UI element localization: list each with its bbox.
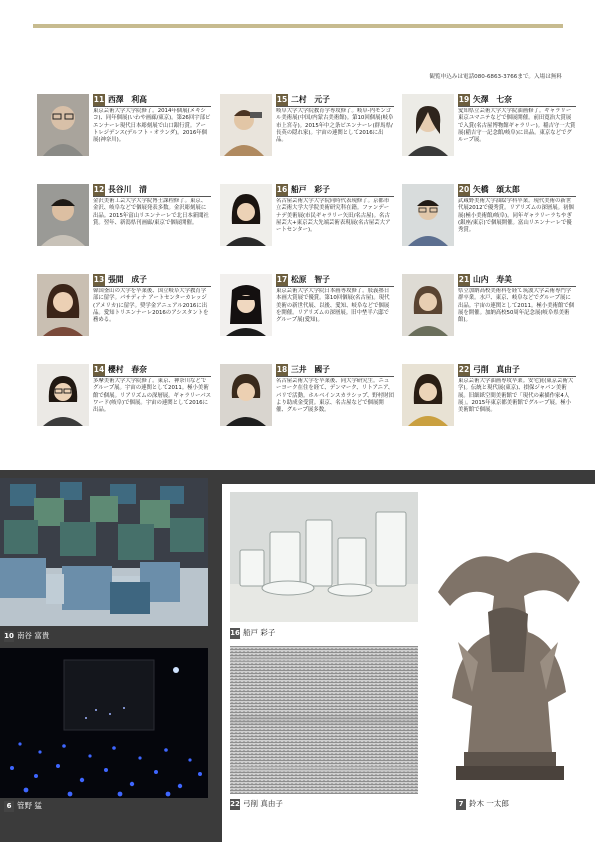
- artist-name-bar: [93, 94, 211, 107]
- artist-photo: [37, 274, 89, 336]
- artist-bio: 東京芸術大学大学院修了。2014年個展(メキシコ)、同年個展(いわや画廊/東京)。第26回宇部ビエンナーレ現代日本彫刻展で山口銀行賞。アートレジデンス(デルフト・オランダ)。2016年個展(神奈川)。: [93, 108, 211, 144]
- artist-photo: [220, 364, 272, 426]
- artist-bio: 県立加納高校美術科を経て筑波大学芸術専門学群卒業。水戸、東京、岐阜などでグループ展に出品。宇宙の連関として2011。極小美術館で個展を開催。加納高校50周年記念展(岐阜県美術館)。: [458, 288, 575, 324]
- artist-name-bar: [276, 94, 394, 107]
- artist-photo: [37, 184, 89, 246]
- artist-name: 二村 元子: [291, 95, 330, 104]
- artist-card: [402, 184, 578, 264]
- artwork-caption: 6 管野 猛: [4, 800, 42, 812]
- artwork-glass-photo: [230, 492, 418, 622]
- artist-name: 弓削 真由子: [473, 365, 520, 374]
- artist-number: 17: [276, 275, 288, 284]
- artist-name: 船戸 彩子: [291, 185, 330, 194]
- artist-name-bar: [458, 364, 576, 377]
- artist-photo: [37, 94, 89, 156]
- artist-number: 12: [93, 185, 105, 194]
- artist-name: 山内 寿美: [473, 275, 512, 284]
- artwork-caption: 22 弓削 真由子: [230, 799, 283, 808]
- artist-bio: 韓国釜山の大学を卒業後、国立岐阜大学教育学部に留学。パサディナ アートセンターカレッジ(アメリカ)に留学。奨学金アニュアル2016に出品。愛知トリエンナーレ2016のアシスタントを務める。: [93, 288, 209, 324]
- admission-note: 観覧申込みは電話080-6863-3766まで。入場は無料: [429, 74, 562, 80]
- artist-bio: 多摩美術大学大学院修了。東京、神奈川などでグループ展。宇宙の連関として2011。極小美術館で個展。リアリズムの深層展。ギャラリーパスワード(岐阜)で個展。宇宙の連関として2016に出品。: [93, 378, 211, 414]
- artist-card: [402, 274, 578, 354]
- artist-card: [402, 94, 578, 174]
- artist-number: 14: [93, 365, 105, 374]
- artwork-sculpture-photo: [428, 522, 590, 794]
- artist-name: 三井 國子: [291, 365, 330, 374]
- artist-card: [37, 274, 213, 354]
- artist-bio: 名古屋芸術大学大学院同時代表現修了。京都市立芸術大学大学院美術研究科在籍。ファンデーナデ美術展(市民ギャラリー矢田/名古屋)。名古屋芸大+東京芸大先端芸術表現展(名古屋芸大アートセンター)。: [276, 198, 391, 234]
- artist-photo: [402, 94, 454, 156]
- artist-bio: 名古屋芸術大学を卒業後、同大学研究生。ニューヨーク在住を経て、デンマーク、リトアニア、パリで活動。ホルベインスカラシップ、野村財団より助成金受賞。東京、名古屋などで個展開催、グループ展多数。: [276, 378, 394, 414]
- artist-name: 櫻村 春奈: [108, 365, 147, 374]
- artist-card: [402, 364, 578, 444]
- artist-name-bar: [276, 274, 394, 287]
- artist-name-bar: [93, 184, 211, 197]
- artist-name-bar: [276, 184, 394, 197]
- artist-bio: 東京芸術大学油画専攻卒業。安宅賞(東京芸術大学)。伝統と現代展(東京)、損保ジャパン美術展。旧細紙空間美術館で「現代の素描作家4人展」。2015年東京都美術館でグループ展。極小美術館で個展。: [458, 378, 574, 414]
- artist-photo: [402, 364, 454, 426]
- artwork-blocks-photo: [0, 478, 208, 626]
- artist-photo: [220, 94, 272, 156]
- artist-name: 西澤 利高: [108, 95, 147, 104]
- artist-bio: 東京芸術大学大学院日本画専攻修了。肢義塾日本画大賞展で優賞。第10回個展(名古屋)。現代美術の新世代展、以後、愛知、岐阜などで個展を開催。リアリズムの深層展。旧中埜半六邸でグループ展(愛知)。: [276, 288, 390, 324]
- artist-card: [37, 94, 213, 174]
- artist-photo: [37, 364, 89, 426]
- artist-name-bar: [458, 94, 576, 107]
- artist-name: 張間 成子: [108, 275, 147, 284]
- artist-photo: [220, 184, 272, 246]
- artist-name: 長谷川 清: [108, 185, 147, 194]
- artwork-lights-photo: [0, 648, 208, 798]
- artist-number: 19: [458, 95, 470, 104]
- artist-name-bar: [458, 274, 576, 287]
- artist-number: 18: [276, 365, 288, 374]
- artist-number: 11: [93, 95, 105, 104]
- artist-card: [220, 94, 396, 174]
- top-rule: [33, 24, 563, 28]
- artist-bio: 岐阜大学大学院教育学専攻修了。岐阜-内モンゴル美術展(中国/内蒙古美術館)。第10回個展(岐阜市上宮寺)。2015年中之条ビエンナーレ(群馬県/長英の隠れ家)。宇宙の連関として2016に出品。: [276, 108, 394, 144]
- artist-number: 21: [458, 275, 470, 284]
- artist-number: 15: [276, 95, 288, 104]
- artist-card: [220, 184, 396, 264]
- artwork-caption: 7 鈴木 一太郎: [456, 798, 509, 810]
- artist-photo: [220, 274, 272, 336]
- artist-bio: 武蔵野美術大学油絵学科卒業。現代美術の新世代展2012で優秀賞。リアリズムの深層展。初個展(極小美術館/岐阜)。同年ギャラリーラちやぎ(銀座/東京)で個展開催。富山リエンナーレで優秀賞。: [458, 198, 574, 234]
- artist-number: 22: [458, 365, 470, 374]
- artist-number: 13: [93, 275, 105, 284]
- artist-photo: [402, 274, 454, 336]
- artist-name-bar: [276, 364, 394, 377]
- artist-card: [220, 364, 396, 444]
- artist-card: [37, 184, 213, 264]
- artwork-drawing-photo: [230, 646, 418, 794]
- artist-bio: 金沢美術工芸大学大学院博士課程修了。東京、金沢、岐阜などで個展発表多数。金沢彫刻展に出品。2015年富山リエンナーレで北日本新聞社賞。翌年、新潟県刊画廊/東京で個展開催。: [93, 198, 209, 226]
- artist-card: [37, 364, 213, 444]
- artist-grid: [37, 94, 576, 454]
- artwork-caption: 16 船戸 彩子: [230, 628, 276, 637]
- artist-name-bar: [93, 364, 211, 377]
- artist-name: 矢澤 七奈: [473, 95, 512, 104]
- artist-number: 20: [458, 185, 470, 194]
- artwork-caption: 10 南谷 富貴: [4, 631, 50, 640]
- artist-name-bar: [93, 274, 211, 287]
- artist-photo: [402, 184, 454, 246]
- artist-card: [220, 274, 396, 354]
- artist-bio: 愛知県立芸術大学大学院油画修了。ギャラリー東京ユマニテなどで個展開催。前田寛治大賞展で入賞(名古屋博物館ギャラリー)。稲吉守一大賞展(稲吉守一記念館/岐阜)に出品。東京などでグループ展。: [458, 108, 576, 144]
- artist-name: 矢橋 頌太郎: [473, 185, 520, 194]
- artist-name: 松原 智子: [291, 275, 330, 284]
- artist-name-bar: [458, 184, 576, 197]
- artist-number: 16: [276, 185, 288, 194]
